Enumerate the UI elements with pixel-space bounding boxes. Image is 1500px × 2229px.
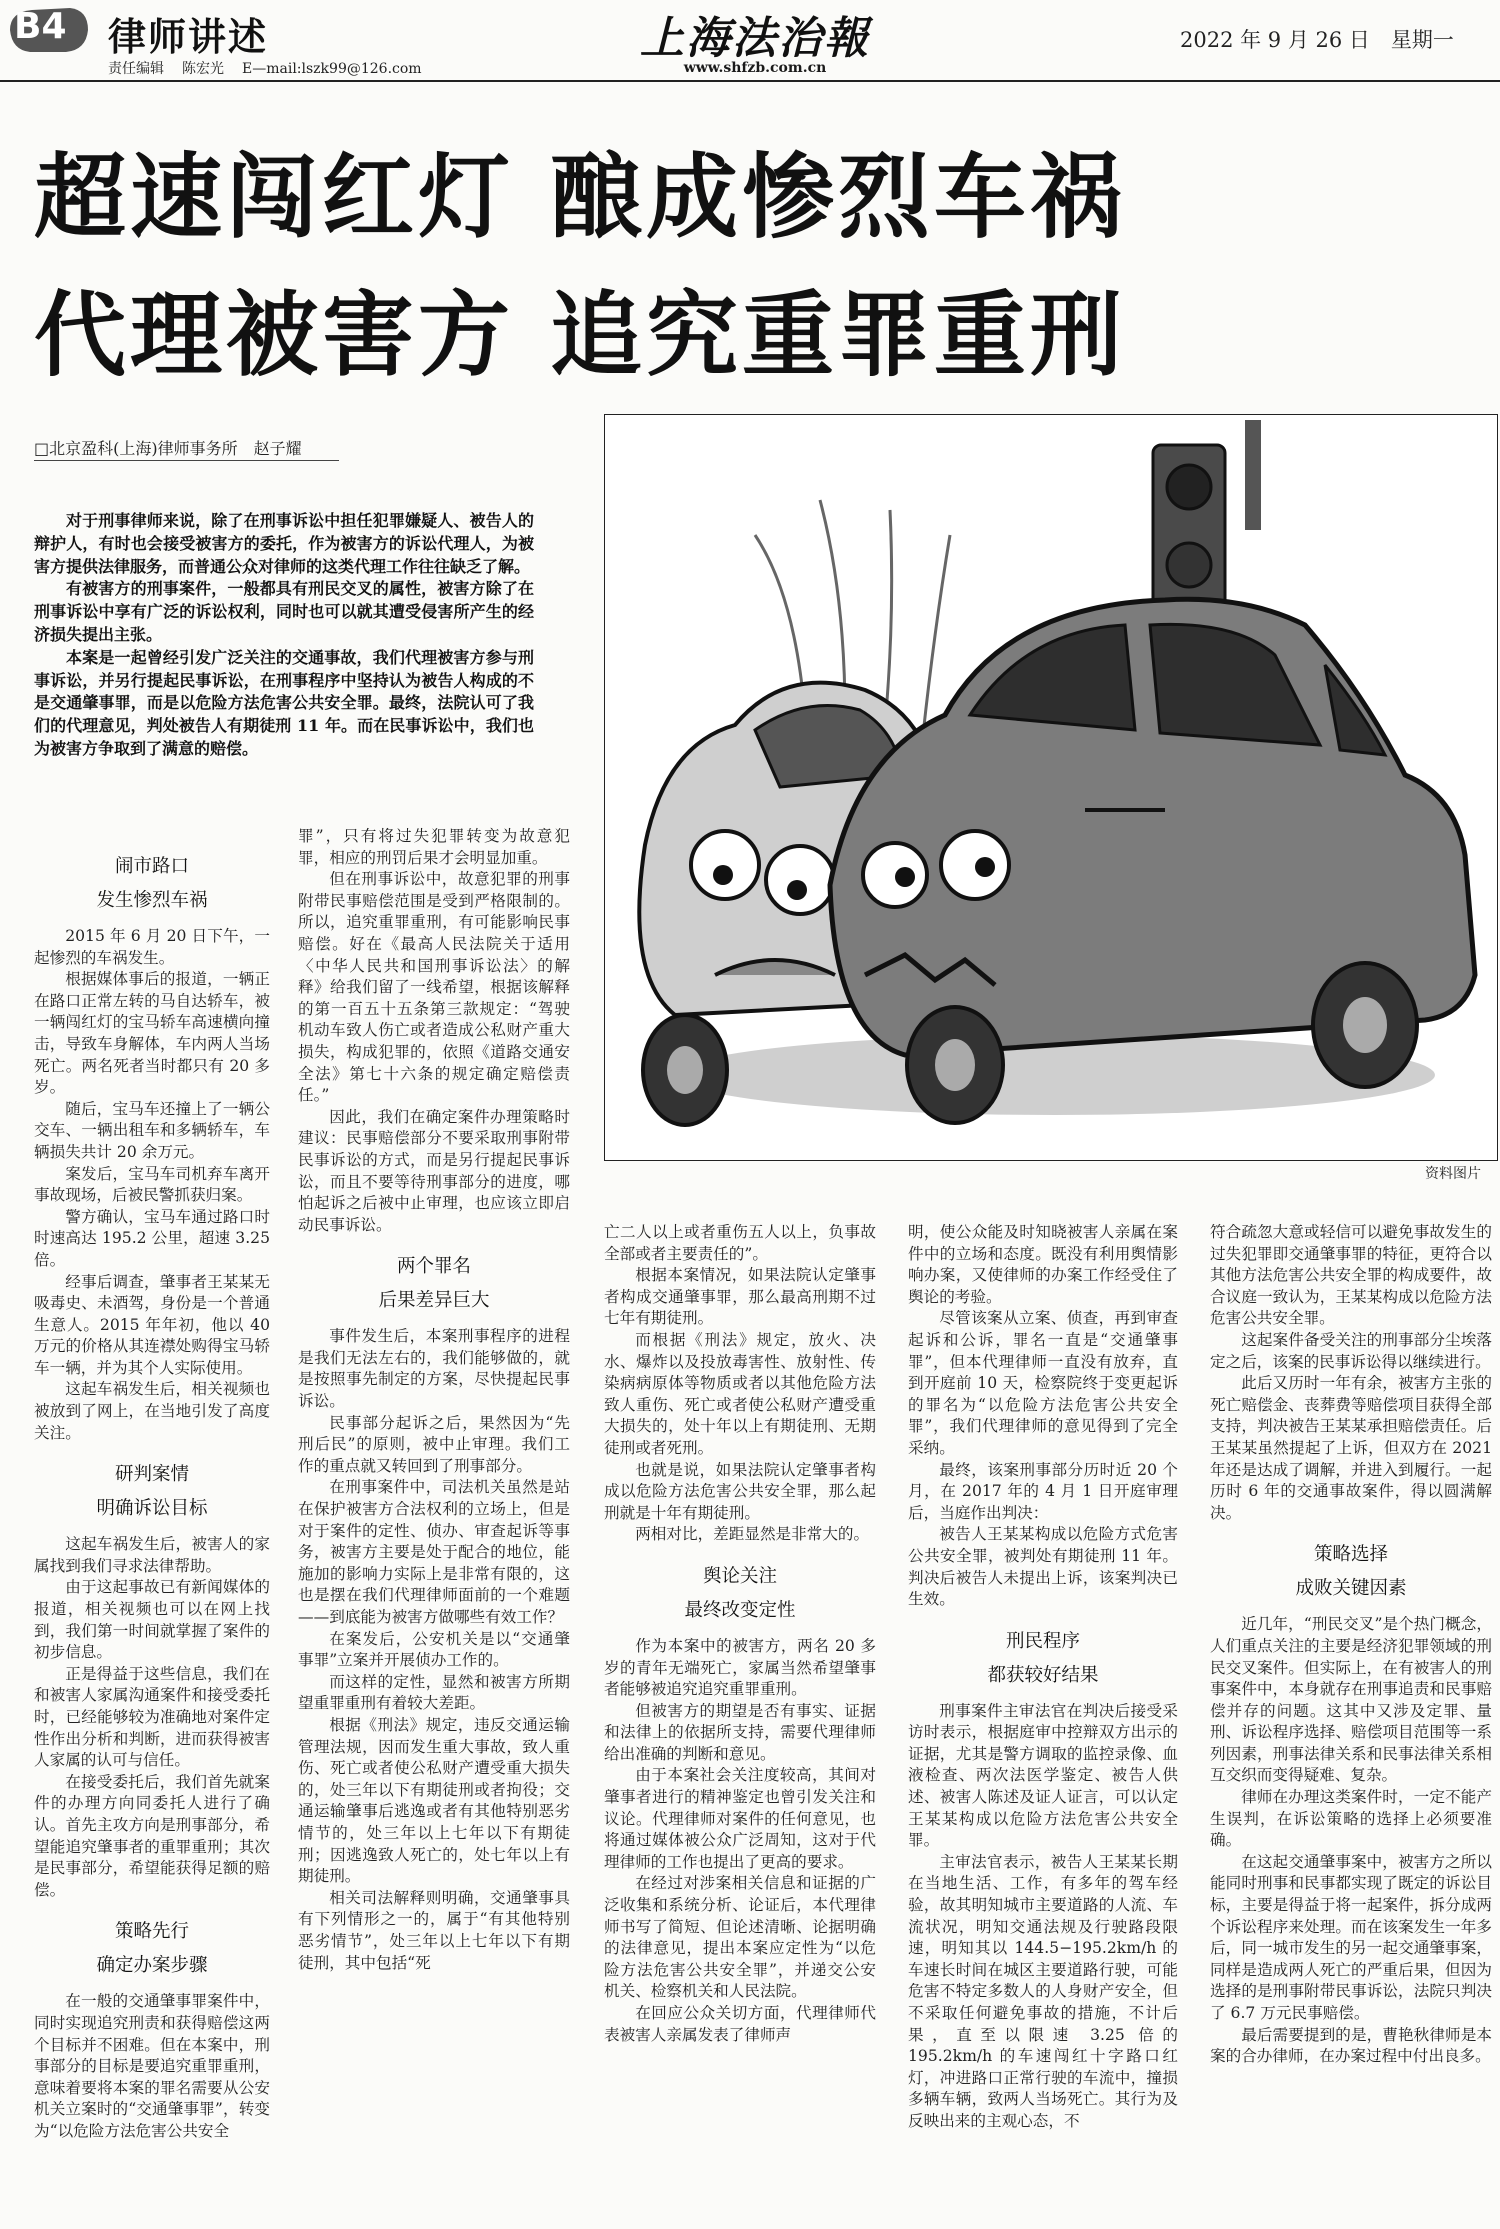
subheading [34,850,270,918]
intro-paragraph: 有被害方的刑事案件，一般都具有刑民交叉的属性，被害方除了在刑事诉讼中享有广泛的诉讼权利，同时也可以就其遭受侵害所产生的经济损失提出主张。 [34,579,534,644]
paragraph: 在经过对涉案相关信息和证据的广泛收集和系统分析、论证后，本代理律师书写了简短、但论述清晰、论据明确的法律意见，提出本案应定性为“以危险方法危害公共安全罪”，并递交公安机关、检察机关和人民法院。 [604,1874,876,2001]
subheading-line: 闹市路口 [114,856,189,877]
subheading [298,1250,570,1318]
paragraph: 在案发后，公安机关是以“交通肇事罪”立案并开展侦办工作的。 [298,1629,570,1670]
subheading-line: 后果差异巨大 [378,1290,490,1312]
issue-date: 2022 年 9 月 26 日 星期一 [1180,28,1454,52]
subheading [34,1915,270,1983]
paragraph: 由于本案社会关注度较高，其间对肇事者进行的精神鉴定也曾引发关注和议论。代理律师对案件的任何意见，也将通过媒体被公众广泛周知，这对于代理律师的工作也提出了更高的要求。 [604,1766,876,1871]
paragraph: 亡二人以上或者重伤五人以上，负事故全部或者主要责任的”。 [604,1223,876,1263]
paragraph: 正是得益于这些信息，我们在和被害人家属沟通案件和接受委托时，已经能够较为准确地对案件定性作出分析和判断，进而获得被害人家属的认可与信任。 [34,1664,270,1770]
subheading-line: 两个罪名 [396,1256,471,1278]
subheading-line: 发生惨烈车祸 [96,890,208,911]
column-3 [604,1222,876,2046]
subheading [1210,1538,1492,1606]
subheading [908,1625,1178,1693]
paragraph: 也就是说，如果法院认定肇事者构成以危险方法危害公共安全罪，那么起刑就是十年有期徒刑。 [604,1460,876,1522]
paragraph: 在这起交通肇事案中，被害方之所以能同时刑事和民事都实现了既定的诉讼目标，主要是得益于将一起案件，拆分成两个诉讼程序来处理。而在该案发生一年多后，同一城市发生的另一起交通肇事案，同样是造成两人死亡的严重后果，但因为选择的是刑事附带民事诉讼，法院只判决了 6.7 万元民事赔偿。 [1210,1852,1492,2022]
masthead-rule [0,80,1500,82]
paragraph: 这起车祸发生后，被害人的家属找到我们寻求法律帮助。 [34,1535,270,1575]
page-number: B4 [14,6,67,47]
paragraph: 民事部分起诉之后，果然因为“先刑后民”的原则，被中止审理。我们工作的重点就又转回到了刑事部分。 [298,1413,570,1475]
paragraph: 两相对比，差距显然是非常大的。 [635,1525,870,1544]
paragraph: 刑事案件主审法官在判决后接受采访时表示，根据庭审中控辩双方出示的证据，尤其是警方调取的监控录像、血液检查、两次法医学鉴定、被告人供述、被害人陈述及证人证言，可以认定王某某构成以危险方法危害公共安全罪。 [908,1701,1178,1850]
subheading-line: 刑民程序 [1005,1630,1080,1652]
subheading-line: 成败关键因素 [1295,1578,1407,1600]
paragraph: 随后，宝马车还撞上了一辆公交车、一辆出租车和多辆轿车，车辆损失共计 20 余万元。 [34,1099,270,1161]
column-4 [908,1222,1178,2133]
paragraph: 被告人王某某构成以危险方式危害公共安全罪，被判处有期徒刑 11 年。判决后被告人未提出上诉，该案判决已生效。 [908,1525,1178,1609]
paragraph: 但被害方的期望是否有事实、证据和法律上的依据所支持，需要代理律师给出准确的判断和意见。 [604,1701,876,1763]
paragraph: 作为本案中的被害方，两名 20 多岁的青年无端死亡，家属当然希望肇事者能够被追究追究重罪重刑。 [604,1636,876,1699]
subheading [34,1458,270,1526]
intro-paragraph: 对于刑事律师来说，除了在刑事诉讼中担任犯罪嫌疑人、被告人的辩护人，有时也会接受被害方的委托，作为被害方的诉讼代理人，为被害方提供法律服务，而普通公众对律师的这类代理工作往往缺乏了解。 [34,511,534,576]
paragraph: 这起车祸发生后，相关视频也被放到了网上，在当地引发了高度关注。 [34,1380,270,1442]
editor-line [108,58,440,78]
paragraph: 而这样的定性，显然和被害方所期望重罪重刑有着较大差距。 [298,1672,570,1713]
subheading-line: 舆论关注 [702,1565,777,1587]
subheading-line: 最终改变定性 [684,1599,796,1621]
intro [34,510,534,761]
paragraph: 尽管该案从立案、侦查，再到审查起诉和公诉，罪名一直是“交通肇事罪”，但本代理律师一直没有放弃，直到开庭前 10 天，检察院终于变更起诉的罪名为“以危险方法危害公共安全罪”，我们代理律师的意见得到了完全采纳。 [908,1309,1178,1457]
editor-label: 责任编辑 [108,61,164,77]
paragraph: 而根据《刑法》规定，放火、决水、爆炸以及投放毒害性、放射性、传染病病原体等物质或者以其他危险方法致人重伤、死亡或者使公私财产遭受重大损失的，处十年以上有期徒刑、无期徒刑或者死刑。 [604,1330,876,1457]
paragraph: 罪”，只有将过失犯罪转变为故意犯罪，相应的刑罚后果才会明显加重。 [298,827,570,867]
subheading-line: 策略选择 [1313,1544,1388,1566]
editor-name: 陈宏光 [182,61,224,77]
editor-email: E—mail:lszk99@126.com [242,61,422,77]
paragraph: 相关司法解释则明确，交通肇事具有下列情形之一的，属于“有其他特别恶劣情节”，处三年以上七年以下有期徒刑，其中包括“死 [298,1888,570,1972]
image-caption: 资料图片 [1425,1166,1481,1182]
subheading-line: 明确诉讼目标 [96,1498,208,1520]
paragraph: 因此，我们在确定案件办理策略时建议：民事赔偿部分不要采取刑事附带民事诉讼的方式，而是另行提起民事诉讼，而且不要等待刑事部分的进度，哪怕起诉之后被中止审理，也应该立即启动民事诉讼。 [298,1107,570,1234]
paragraph: 主审法官表示，被告人王某某长期在当地生活、工作，有多年的驾车经验，故其明知城市主要道路的人流、车流状况，明知交通法规及行驶路段限速，明知其以 144.5−195.2km/h 的车速长时间在城区主要道路行驶，可能危害不特定多数人的人身财产安全，但不采取任何避免事故的措施，不计后果，直至以限速 3.25 倍的 195.2km/h 的车速闯红十字路口红灯，冲进路口正常行驶的车流中，撞损多辆车辆，致两人当场死亡。其行为及反映出来的主观心态，不 [908,1852,1178,2130]
car-crash-illustration [604,414,1498,1161]
paragraph: 根据媒体事后的报道，一辆正在路口正常左转的马自达轿车，被一辆闯红灯的宝马轿车高速横向撞击，导致车身解体，车内两人当场死亡。两名死者当时都只有 20 多岁。 [34,970,270,1097]
subheading-line: 策略先行 [114,1921,189,1943]
column-name: 律师讲述 [108,15,269,59]
paragraph: 在接受委托后，我们首先就案件的办理方向同委托人进行了确认。首先主攻方向是刑事部分，希望能追究肇事者的重罪重刑；其次是民事部分，希望能获得足额的赔偿。 [34,1772,270,1899]
paragraph: 在刑事案件中，司法机关虽然是站在保护被害方合法权利的立场上，但是对于案件的定性、侦办、审查起诉等事务，被害方主要是处于配合的地位，能施加的影响力实际上是非常有限的，这也是摆在我们代理律师面前的一个难题——到底能为被害方做哪些有效工作？ [298,1478,570,1626]
paragraph: 根据《刑法》规定，违反交通运输管理法规，因而发生重大事故，致人重伤、死亡或者使公私财产遭受重大损失的，处三年以下有期徒刑或者拘役；交通运输肇事后逃逸或者有其他特别恶劣情节的，处三年以上七年以下有期徒刑；因逃逸致人死亡的，处七年以上有期徒刑。 [298,1715,570,1886]
paragraph: 在回应公众关切方面，代理律师代表被害人亲属发表了律师声 [604,2004,876,2044]
paragraph: 符合疏忽大意或轻信可以避免事故发生的过失犯罪即交通肇事罪的特征，更符合以其他方法危害公共安全罪的构成要件，故合议庭一致认为，王某某构成以危险方法危害公共安全罪。 [1210,1223,1492,1328]
headline-line-1: 超速闯红灯 酿成惨烈车祸 [34,144,1127,251]
paper-logo: 上海法治報 [640,13,870,64]
paragraph: 警方确认，宝马车通过路口时时速高达 195.2 公里，超速 3.25 倍。 [34,1207,270,1269]
paragraph: 在一般的交通肇事罪案件中，同时实现追究刑责和获得赔偿这两个目标并不困难。但在本案中，刑事部分的目标是要追究重罪重刑，意味着要将本案的罪名需要从公安机关立案时的“交通肇事罪”，转变为“以危险方法危害公共安全 [34,1992,270,2140]
paragraph: 由于这起事故已有新闻媒体的报道，相关视频也可以在网上找到，我们第一时间就掌握了案件的初步信息。 [34,1578,270,1662]
column-5 [1210,1222,1492,2068]
paragraph: 2015 年 6 月 20 日下午，一起惨烈的车祸发生。 [34,927,270,967]
paragraph: 最终，该案刑事部分历时近 20 个月，在 2017 年的 4 月 1 日开庭审理后，当庭作出判决： [908,1460,1178,1522]
paragraph: 最后需要提到的是，曹艳秋律师是本案的合办律师，在办案过程中付出良多。 [1210,2025,1492,2066]
column-2 [298,826,570,1974]
intro-paragraph: 本案是一起曾经引发广泛关注的交通事故，我们代理被害方参与刑事诉讼，并另行提起民事诉讼，在刑事程序中坚持认为被告人构成的不是交通肇事罪，而是以危险方法危害公共安全罪。最终，法院认可了我们的代理意见，判处被告人有期徒刑 11 年。而在民事诉讼中，我们也为被害方争取到了满意的赔偿。 [34,647,534,758]
paragraph: 案发后，宝马车司机弃车离开事故现场，后被民警抓获归案。 [34,1164,270,1205]
headline-line-2: 代理被害方 追究重罪重刑 [34,282,1127,389]
byline-rule [34,460,339,461]
paragraph: 事件发生后，本案刑事程序的进程是我们无法左右的，我们能够做的，就是按照事先制定的方案，尽快提起民事诉讼。 [298,1327,570,1411]
subheading-line: 研判案情 [114,1464,189,1486]
column-1 [34,850,270,2143]
byline: □北京盈科(上海)律师事务所 赵子耀 [34,439,302,458]
subheading-line: 确定办案步骤 [96,1955,208,1977]
paragraph: 此后又历时一年有余，被害方主张的死亡赔偿金、丧葬费等赔偿项目获得全部支持，判决被告王某某承担赔偿责任。后王某某虽然提起了上诉，但双方在 2021 年还是达成了调解，并进入到履行。一起历时 6 年的交通事故案件，得以圆满解决。 [1210,1374,1492,1522]
paragraph: 经事后调查，肇事者王某某无吸毒史、未酒驾，身份是一个普通生意人。2015 年年初，他以 40 万元的价格从其连襟处购得宝马轿车一辆，并为其个人实际使用。 [34,1272,270,1377]
paragraph: 这起案件备受关注的刑事部分尘埃落定之后，该案的民事诉讼得以继续进行。 [1210,1330,1492,1371]
paragraph: 根据本案情况，如果法院认定肇事者构成交通肇事罪，那么最高刑期不过七年有期徒刑。 [604,1266,876,1328]
paragraph: 近几年，“刑民交叉”是个热门概念，人们重点关注的主要是经济犯罪领域的刑民交叉案件。但实际上，在有被害人的刑事案件中，本身就存在刑事追责和民事赔偿并存的问题。这其中又涉及定罪、量刑、诉讼程序选择、赔偿项目范围等一系列因素，刑事法律关系和民事法律关系相互交织而变得疑难、复杂。 [1210,1615,1492,1785]
subheading [604,1560,876,1628]
subheading-line: 都获较好结果 [987,1664,1099,1686]
paragraph: 但在刑事诉讼中，故意犯罪的刑事附带民事赔偿范围是受到严格限制的。所以，追究重罪重刑，有可能影响民事赔偿。好在《最高人民法院关于适用〈中华人民共和国刑事诉讼法〉的解释》给我们留了一线希望，根据该解释的第一百五十五条第三款规定：“驾驶机动车致人伤亡或者造成公私财产重大损失，构成犯罪的，依照《道路交通安全法》第七十六条的规定确定赔偿责任。” [298,870,570,1105]
paragraph: 律师在办理这类案件时，一定不能产生误判，在诉讼策略的选择上必须要准确。 [1210,1788,1492,1850]
paragraph: 明，使公众能及时知晓被害人亲属在案件中的立场和态度。既没有利用舆情影响办案，又使律师的办案工作经受住了舆论的考验。 [908,1223,1178,1306]
paper-url[interactable]: www.shfzb.com.cn [683,60,827,76]
